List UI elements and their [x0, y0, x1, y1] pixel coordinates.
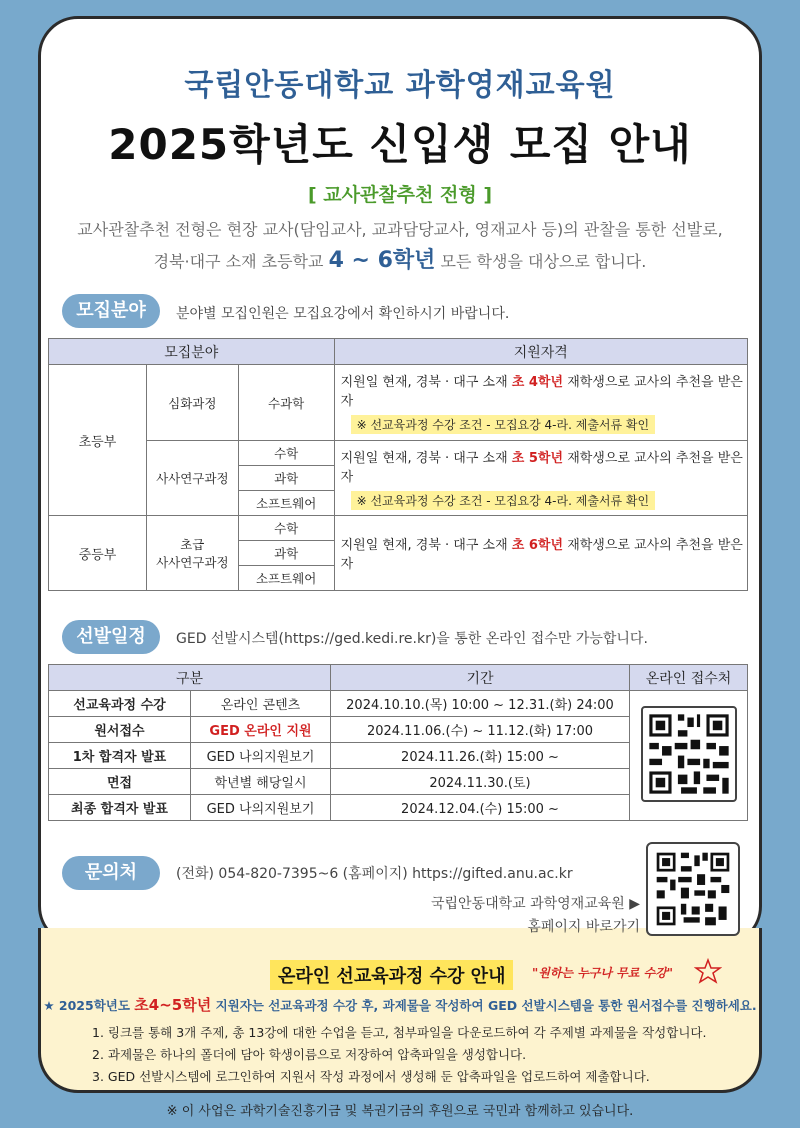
track-title: [ 교사관찰추천 전형 ]: [307, 184, 493, 206]
page-title: 2025학년도 신입생 모집 안내: [108, 120, 692, 169]
schedule-head-online: 온라인 접수처: [630, 665, 748, 691]
sasa-subject-sci: 과학: [238, 466, 334, 491]
recruit-note: 분야별 모집인원은 모집요강에서 확인하시기 바랍니다.: [176, 306, 510, 322]
online-free-tag: "원하는 누구나 무료 수강": [532, 966, 673, 980]
sasa-condition-note: ※ 선교육과정 수강 조건 - 모집요강 4-라. 제출서류 확인: [351, 491, 656, 510]
table-row: 원서접수 GED 온라인 지원 2024.11.06.(수) ~ 11.12.(화) 17:00: [49, 717, 748, 743]
online-steps: [92, 1022, 706, 1088]
mid-subject-math: 수학: [238, 516, 334, 541]
sasa-course: 사사연구과정: [146, 441, 238, 516]
elem-division: 초등부: [49, 365, 147, 516]
recruit-section-label: 모집분야: [62, 294, 160, 328]
table-row: 1차 합격자 발표 GED 나의지원보기 2024.11.26.(화) 15:00 ~: [49, 743, 748, 769]
recruit-head-field: 모집분야: [49, 339, 335, 365]
star-icon: [694, 958, 722, 984]
online-course-title: 온라인 선교육과정 수강 안내: [270, 960, 513, 990]
qr-cell: [630, 691, 748, 821]
table-row: 면접 학년별 해당일시 2024.11.30.(토): [49, 769, 748, 795]
recruit-head-req: 지원자격: [334, 339, 747, 365]
schedule-head-cat: 구분: [49, 665, 331, 691]
schedule-section-label: 선발일정: [62, 620, 160, 654]
contact-info[interactable]: (전화) 054-820-7395~6 (홈페이지) https://gifted.anu.ac.kr: [176, 866, 573, 882]
online-course-notice: ★ 2025학년도 초4~5학년 지원자는 선교육과정 수강 후, 과제물을 작성하여 GED 선발시스템을 통한 원서접수를 진행하세요.: [43, 996, 757, 1014]
mid-subject-sci: 과학: [238, 541, 334, 566]
deep-condition-note: ※ 선교육과정 수강 조건 - 모집요강 4-라. 제출서류 확인: [351, 415, 656, 434]
institution-title: 국립안동대학교 과학영재교육원: [184, 68, 616, 103]
homepage-qr[interactable]: [646, 842, 740, 936]
schedule-head-period: 기간: [331, 665, 630, 691]
grade-range: 4 ~ 6학년: [328, 248, 436, 273]
homepage-link-label[interactable]: 국립안동대학교 과학영재교육원 ▶ 홈페이지 바로가기: [430, 896, 640, 935]
sasa-subject-math: 수학: [238, 441, 334, 466]
qr-code-icon[interactable]: [641, 706, 737, 802]
mid-division: 중등부: [49, 516, 147, 591]
deep-requirement: 지원일 현재, 경북 · 대구 소재 초 4학년 재학생으로 교사의 추천을 받은 자 ※ 선교육과정 수강 조건 - 모집요강 4-라. 제출서류 확인: [334, 365, 747, 441]
contact-section-label: 문의처: [62, 856, 160, 890]
list-item: 2. 과제물은 하나의 폴더에 담아 학생이름으로 저장하여 압축파일을 생성합니다.: [92, 1047, 527, 1062]
intro-text: [38, 214, 762, 277]
deep-subject: 수과학: [238, 365, 334, 441]
list-item: 3. GED 선발시스템에 로그인하여 지원서 작성 과정에서 생성해 둔 압축파일을 업로드하여 제출합니다.: [92, 1069, 650, 1084]
table-row: 선교육과정 수강 온라인 콘텐츠 2024.10.10.(목) 10:00 ~ 12.31.(화) 24:00: [49, 691, 748, 717]
intro-line-2: 경북·대구 소재 초등학교 4 ~ 6학년 모든 학생을 대상으로 합니다.: [153, 248, 647, 273]
footer-note: ※ 이 사업은 과학기술진흥기금 및 복권기금의 후원으로 국민과 함께하고 있습니다.: [166, 1104, 634, 1119]
recruit-table: [48, 338, 748, 591]
schedule-table: [48, 664, 748, 821]
mid-subject-sw: 소프트웨어: [238, 566, 334, 591]
list-item: 1. 링크를 통해 3개 주제, 총 13강에 대한 수업을 듣고, 첨부파일을 다운로드하여 각 주제별 과제물을 작성합니다.: [92, 1025, 707, 1040]
sasa-requirement: 지원일 현재, 경북 · 대구 소재 초 5학년 재학생으로 교사의 추천을 받은 자 ※ 선교육과정 수강 조건 - 모집요강 4-라. 제출서류 확인: [334, 441, 747, 516]
sasa-subject-sw: 소프트웨어: [238, 491, 334, 516]
qr-code-icon: [654, 850, 732, 928]
schedule-note: GED 선발시스템(https://ged.kedi.re.kr)을 통한 온라인 접수만 가능합니다.: [176, 631, 648, 647]
deep-course: 심화과정: [146, 365, 238, 441]
table-row: 최종 합격자 발표 GED 나의지원보기 2024.12.04.(수) 15:00 ~: [49, 795, 748, 821]
mid-course: 초급 사사연구과정: [146, 516, 238, 591]
mid-requirement: 지원일 현재, 경북 · 대구 소재 초 6학년 재학생으로 교사의 추천을 받은 자: [334, 516, 747, 591]
intro-line-1: 교사관찰추천 전형은 현장 교사(담임교사, 교과담당교사, 영재교사 등)의 관찰을 통한 선발로,: [77, 220, 723, 239]
